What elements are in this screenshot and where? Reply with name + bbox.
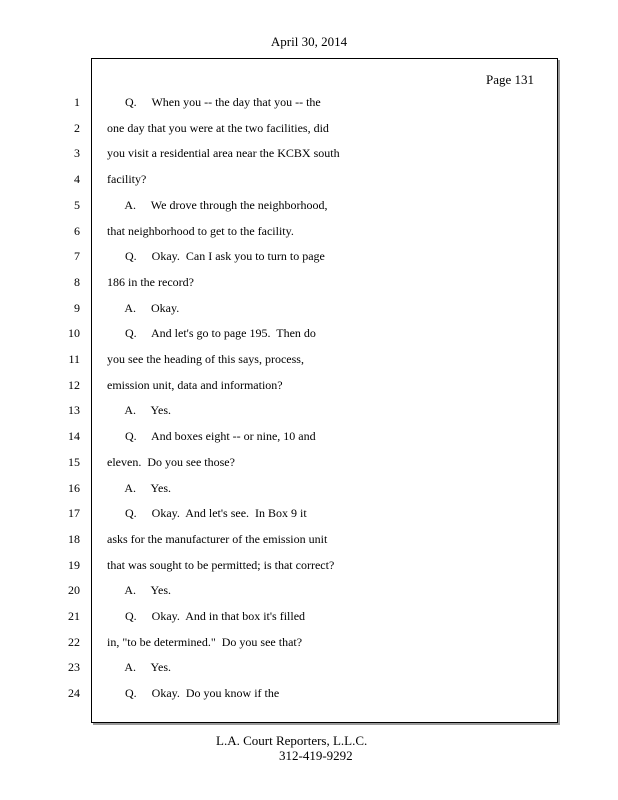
line-number: 8	[74, 275, 80, 289]
line-number: 9	[74, 301, 80, 315]
line-number: 13	[68, 403, 80, 417]
line-number: 11	[68, 352, 80, 366]
line-number: 22	[68, 635, 80, 649]
transcript-line-text: in, "to be determined." Do you see that?	[107, 635, 303, 649]
reporter-phone: 312-419-9292	[279, 748, 353, 763]
transcript-line-text: that neighborhood to get to the facility.	[107, 224, 294, 238]
transcript-date: April 30, 2014	[270, 34, 348, 49]
transcript-line-text: Q. Okay. Do you know if the	[107, 686, 280, 700]
reporter-company: L.A. Court Reporters, L.L.C.	[216, 733, 368, 748]
line-number: 7	[74, 249, 80, 263]
transcript-line-text: Q. When you -- the day that you -- the	[107, 95, 321, 109]
page-number: Page 131	[485, 72, 534, 87]
transcript-line-text: 186 in the record?	[107, 275, 194, 289]
transcript-line-text: one day that you were at the two facilities, did	[107, 121, 329, 135]
line-number: 6	[74, 224, 80, 238]
line-number: 3	[74, 146, 80, 160]
transcript-line-text: Q. Okay. And let's see. In Box 9 it	[107, 506, 307, 520]
transcript-line-text: you visit a residential area near the KCBX south	[107, 146, 340, 160]
line-number: 18	[68, 532, 80, 546]
line-number: 19	[68, 558, 80, 572]
line-number: 16	[68, 481, 80, 495]
line-number: 15	[68, 455, 80, 469]
transcript-line-text: A. Yes.	[107, 583, 172, 597]
line-number: 1	[74, 95, 80, 109]
line-number: 21	[68, 609, 80, 623]
transcript-line-text: Q. Okay. Can I ask you to turn to page	[107, 249, 325, 263]
line-number: 12	[68, 378, 80, 392]
transcript-line-text: Q. Okay. And in that box it's filled	[107, 609, 306, 623]
line-number: 5	[74, 198, 80, 212]
transcript-line-text: Q. And let's go to page 195. Then do	[107, 326, 316, 340]
transcript-line-text: A. Yes.	[107, 481, 172, 495]
line-number: 20	[68, 583, 80, 597]
line-number: 4	[74, 172, 80, 186]
transcript-line-text: asks for the manufacturer of the emission unit	[107, 532, 328, 546]
line-number: 2	[74, 121, 80, 135]
transcript-line-text: that was sought to be permitted; is that correct?	[107, 558, 335, 572]
transcript-line-text: A. Okay.	[107, 301, 180, 315]
line-number: 10	[68, 326, 80, 340]
transcript-line-text: A. Yes.	[107, 403, 172, 417]
transcript-line-text: A. We drove through the neighborhood,	[107, 198, 328, 212]
transcript-line-text: you see the heading of this says, process,	[107, 352, 304, 366]
line-number: 23	[68, 660, 80, 674]
line-number: 14	[68, 429, 80, 443]
transcript-line-text: eleven. Do you see those?	[107, 455, 235, 469]
transcript-line-text: facility?	[107, 172, 147, 186]
transcript-line-text: Q. And boxes eight -- or nine, 10 and	[107, 429, 316, 443]
line-number: 24	[68, 686, 80, 700]
transcript-line-text: emission unit, data and information?	[107, 378, 283, 392]
line-number: 17	[68, 506, 80, 520]
transcript-line-text: A. Yes.	[107, 660, 172, 674]
